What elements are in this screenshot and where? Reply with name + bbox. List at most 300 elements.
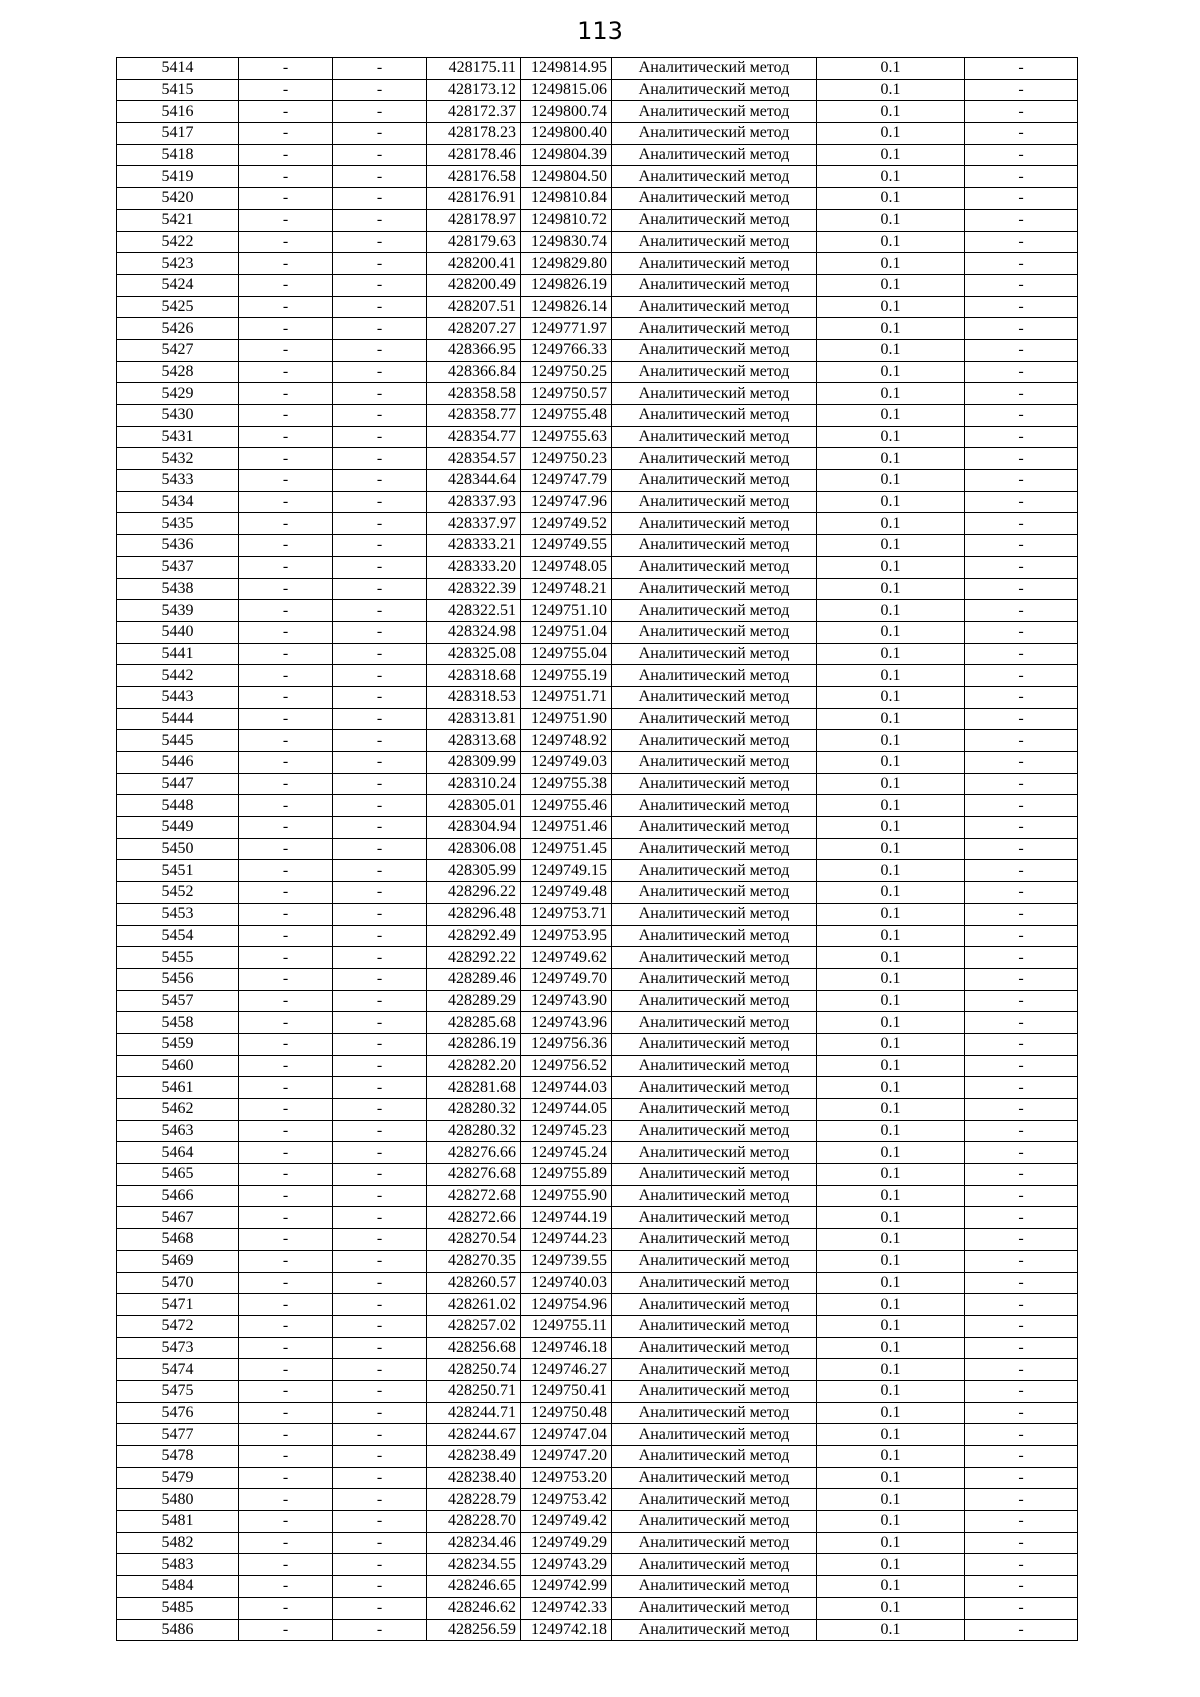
cell-point-number: 5452 [117, 882, 239, 904]
cell-accuracy: 0.1 [817, 925, 965, 947]
table-row [117, 817, 1078, 839]
cell-accuracy: 0.1 [817, 968, 965, 990]
cell-accuracy: 0.1 [817, 1120, 965, 1142]
cell-method: Аналитический метод [612, 1554, 817, 1576]
cell-col-b: - [239, 383, 333, 405]
cell-x-coordinate: 428281.68 [427, 1077, 521, 1099]
cell-x-coordinate: 428272.66 [427, 1207, 521, 1229]
cell-col-c: - [333, 1207, 427, 1229]
cell-accuracy: 0.1 [817, 491, 965, 513]
cell-col-b: - [239, 990, 333, 1012]
cell-col-b: - [239, 1120, 333, 1142]
cell-col-b: - [239, 1380, 333, 1402]
cell-method: Аналитический метод [612, 296, 817, 318]
cell-note: - [965, 665, 1078, 687]
cell-x-coordinate: 428313.81 [427, 708, 521, 730]
cell-point-number: 5428 [117, 361, 239, 383]
table-row [117, 101, 1078, 123]
cell-method: Аналитический метод [612, 253, 817, 275]
cell-point-number: 5485 [117, 1597, 239, 1619]
cell-y-coordinate: 1249804.50 [521, 166, 612, 188]
cell-point-number: 5454 [117, 925, 239, 947]
cell-y-coordinate: 1249750.41 [521, 1380, 612, 1402]
cell-method: Аналитический метод [612, 1012, 817, 1034]
cell-accuracy: 0.1 [817, 1055, 965, 1077]
cell-col-c: - [333, 1142, 427, 1164]
cell-note: - [965, 990, 1078, 1012]
cell-point-number: 5468 [117, 1229, 239, 1251]
cell-col-c: - [333, 621, 427, 643]
cell-x-coordinate: 428207.27 [427, 318, 521, 340]
cell-y-coordinate: 1249748.92 [521, 730, 612, 752]
cell-x-coordinate: 428309.99 [427, 752, 521, 774]
cell-note: - [965, 925, 1078, 947]
cell-x-coordinate: 428200.49 [427, 274, 521, 296]
cell-method: Аналитический метод [612, 144, 817, 166]
cell-col-c: - [333, 600, 427, 622]
table-row [117, 1315, 1078, 1337]
cell-x-coordinate: 428304.94 [427, 817, 521, 839]
cell-col-c: - [333, 1576, 427, 1598]
cell-x-coordinate: 428238.40 [427, 1467, 521, 1489]
cell-method: Аналитический метод [612, 773, 817, 795]
cell-point-number: 5420 [117, 188, 239, 210]
cell-note: - [965, 686, 1078, 708]
cell-method: Аналитический метод [612, 209, 817, 231]
cell-note: - [965, 1597, 1078, 1619]
cell-method: Аналитический метод [612, 1424, 817, 1446]
cell-col-c: - [333, 752, 427, 774]
cell-x-coordinate: 428178.46 [427, 144, 521, 166]
cell-note: - [965, 79, 1078, 101]
cell-x-coordinate: 428337.93 [427, 491, 521, 513]
table-row [117, 1532, 1078, 1554]
cell-col-b: - [239, 339, 333, 361]
cell-col-b: - [239, 838, 333, 860]
cell-y-coordinate: 1249745.23 [521, 1120, 612, 1142]
cell-x-coordinate: 428234.46 [427, 1532, 521, 1554]
cell-y-coordinate: 1249744.05 [521, 1099, 612, 1121]
cell-y-coordinate: 1249756.36 [521, 1033, 612, 1055]
cell-col-b: - [239, 578, 333, 600]
cell-col-c: - [333, 1467, 427, 1489]
table-row [117, 1033, 1078, 1055]
cell-method: Аналитический метод [612, 101, 817, 123]
cell-note: - [965, 1229, 1078, 1251]
table-row [117, 1164, 1078, 1186]
cell-accuracy: 0.1 [817, 448, 965, 470]
cell-method: Аналитический метод [612, 1576, 817, 1598]
cell-col-b: - [239, 1576, 333, 1598]
cell-note: - [965, 643, 1078, 665]
table-row [117, 665, 1078, 687]
cell-note: - [965, 1077, 1078, 1099]
cell-accuracy: 0.1 [817, 1446, 965, 1468]
cell-method: Аналитический метод [612, 578, 817, 600]
cell-y-coordinate: 1249751.04 [521, 621, 612, 643]
cell-col-b: - [239, 1619, 333, 1641]
cell-col-c: - [333, 1294, 427, 1316]
cell-note: - [965, 1142, 1078, 1164]
table-row [117, 1359, 1078, 1381]
cell-col-b: - [239, 1012, 333, 1034]
cell-y-coordinate: 1249755.04 [521, 643, 612, 665]
cell-col-b: - [239, 1099, 333, 1121]
cell-y-coordinate: 1249751.46 [521, 817, 612, 839]
cell-point-number: 5414 [117, 58, 239, 80]
cell-col-b: - [239, 643, 333, 665]
cell-col-b: - [239, 947, 333, 969]
cell-col-b: - [239, 253, 333, 275]
cell-method: Аналитический метод [612, 1467, 817, 1489]
cell-point-number: 5431 [117, 426, 239, 448]
cell-note: - [965, 209, 1078, 231]
cell-col-b: - [239, 470, 333, 492]
cell-y-coordinate: 1249745.24 [521, 1142, 612, 1164]
cell-method: Аналитический метод [612, 1055, 817, 1077]
cell-x-coordinate: 428296.22 [427, 882, 521, 904]
cell-col-c: - [333, 903, 427, 925]
cell-accuracy: 0.1 [817, 253, 965, 275]
cell-col-c: - [333, 643, 427, 665]
table-row [117, 209, 1078, 231]
cell-note: - [965, 730, 1078, 752]
cell-x-coordinate: 428358.77 [427, 405, 521, 427]
cell-note: - [965, 1164, 1078, 1186]
cell-y-coordinate: 1249751.45 [521, 838, 612, 860]
cell-accuracy: 0.1 [817, 838, 965, 860]
cell-col-c: - [333, 1446, 427, 1468]
cell-y-coordinate: 1249810.84 [521, 188, 612, 210]
cell-col-b: - [239, 860, 333, 882]
cell-x-coordinate: 428318.53 [427, 686, 521, 708]
cell-y-coordinate: 1249749.52 [521, 513, 612, 535]
cell-col-b: - [239, 665, 333, 687]
cell-point-number: 5443 [117, 686, 239, 708]
table-row [117, 1619, 1078, 1641]
cell-accuracy: 0.1 [817, 1185, 965, 1207]
cell-col-c: - [333, 1120, 427, 1142]
cell-note: - [965, 1380, 1078, 1402]
cell-accuracy: 0.1 [817, 1250, 965, 1272]
cell-col-c: - [333, 556, 427, 578]
cell-y-coordinate: 1249771.97 [521, 318, 612, 340]
cell-point-number: 5482 [117, 1532, 239, 1554]
cell-accuracy: 0.1 [817, 773, 965, 795]
cell-accuracy: 0.1 [817, 882, 965, 904]
cell-accuracy: 0.1 [817, 1402, 965, 1424]
cell-y-coordinate: 1249751.10 [521, 600, 612, 622]
cell-note: - [965, 1099, 1078, 1121]
cell-col-b: - [239, 1033, 333, 1055]
table-row [117, 1576, 1078, 1598]
cell-method: Аналитический метод [612, 166, 817, 188]
cell-accuracy: 0.1 [817, 166, 965, 188]
cell-accuracy: 0.1 [817, 556, 965, 578]
cell-accuracy: 0.1 [817, 990, 965, 1012]
cell-point-number: 5434 [117, 491, 239, 513]
cell-y-coordinate: 1249747.96 [521, 491, 612, 513]
cell-col-c: - [333, 1402, 427, 1424]
cell-accuracy: 0.1 [817, 665, 965, 687]
cell-y-coordinate: 1249756.52 [521, 1055, 612, 1077]
cell-col-c: - [333, 1359, 427, 1381]
cell-method: Аналитический метод [612, 1164, 817, 1186]
cell-y-coordinate: 1249748.05 [521, 556, 612, 578]
cell-x-coordinate: 428176.91 [427, 188, 521, 210]
cell-col-b: - [239, 274, 333, 296]
cell-x-coordinate: 428276.68 [427, 1164, 521, 1186]
cell-accuracy: 0.1 [817, 361, 965, 383]
cell-col-b: - [239, 621, 333, 643]
table-row [117, 578, 1078, 600]
cell-point-number: 5433 [117, 470, 239, 492]
cell-y-coordinate: 1249743.96 [521, 1012, 612, 1034]
table-row [117, 968, 1078, 990]
cell-method: Аналитический метод [612, 339, 817, 361]
cell-y-coordinate: 1249749.70 [521, 968, 612, 990]
cell-x-coordinate: 428238.49 [427, 1446, 521, 1468]
cell-y-coordinate: 1249747.04 [521, 1424, 612, 1446]
cell-y-coordinate: 1249753.42 [521, 1489, 612, 1511]
cell-y-coordinate: 1249740.03 [521, 1272, 612, 1294]
cell-note: - [965, 1489, 1078, 1511]
cell-note: - [965, 405, 1078, 427]
table-row [117, 491, 1078, 513]
cell-col-c: - [333, 795, 427, 817]
cell-col-b: - [239, 686, 333, 708]
cell-x-coordinate: 428244.71 [427, 1402, 521, 1424]
table-row [117, 1597, 1078, 1619]
cell-col-c: - [333, 860, 427, 882]
cell-accuracy: 0.1 [817, 426, 965, 448]
cell-note: - [965, 600, 1078, 622]
cell-note: - [965, 1511, 1078, 1533]
cell-x-coordinate: 428292.49 [427, 925, 521, 947]
cell-note: - [965, 470, 1078, 492]
cell-y-coordinate: 1249747.20 [521, 1446, 612, 1468]
cell-note: - [965, 144, 1078, 166]
table-row [117, 383, 1078, 405]
cell-col-b: - [239, 708, 333, 730]
cell-x-coordinate: 428228.70 [427, 1511, 521, 1533]
cell-note: - [965, 947, 1078, 969]
table-row [117, 274, 1078, 296]
cell-point-number: 5426 [117, 318, 239, 340]
cell-point-number: 5457 [117, 990, 239, 1012]
cell-point-number: 5448 [117, 795, 239, 817]
cell-col-c: - [333, 578, 427, 600]
cell-accuracy: 0.1 [817, 339, 965, 361]
cell-col-c: - [333, 79, 427, 101]
cell-note: - [965, 101, 1078, 123]
cell-y-coordinate: 1249810.72 [521, 209, 612, 231]
cell-x-coordinate: 428306.08 [427, 838, 521, 860]
cell-note: - [965, 708, 1078, 730]
cell-point-number: 5418 [117, 144, 239, 166]
cell-method: Аналитический метод [612, 1033, 817, 1055]
table-row [117, 470, 1078, 492]
cell-col-b: - [239, 1229, 333, 1251]
cell-y-coordinate: 1249749.03 [521, 752, 612, 774]
cell-x-coordinate: 428337.97 [427, 513, 521, 535]
cell-accuracy: 0.1 [817, 1359, 965, 1381]
cell-col-c: - [333, 665, 427, 687]
cell-method: Аналитический метод [612, 1120, 817, 1142]
cell-col-c: - [333, 1012, 427, 1034]
cell-method: Аналитический метод [612, 1380, 817, 1402]
cell-col-c: - [333, 1489, 427, 1511]
cell-note: - [965, 968, 1078, 990]
cell-col-c: - [333, 144, 427, 166]
cell-col-c: - [333, 1033, 427, 1055]
table-row [117, 361, 1078, 383]
cell-col-b: - [239, 318, 333, 340]
cell-col-b: - [239, 1489, 333, 1511]
cell-x-coordinate: 428280.32 [427, 1099, 521, 1121]
cell-y-coordinate: 1249755.46 [521, 795, 612, 817]
cell-accuracy: 0.1 [817, 79, 965, 101]
cell-col-b: - [239, 556, 333, 578]
cell-col-c: - [333, 1315, 427, 1337]
cell-x-coordinate: 428280.32 [427, 1120, 521, 1142]
cell-accuracy: 0.1 [817, 1142, 965, 1164]
cell-method: Аналитический метод [612, 708, 817, 730]
cell-accuracy: 0.1 [817, 621, 965, 643]
cell-x-coordinate: 428200.41 [427, 253, 521, 275]
cell-y-coordinate: 1249804.39 [521, 144, 612, 166]
cell-note: - [965, 318, 1078, 340]
cell-x-coordinate: 428289.46 [427, 968, 521, 990]
cell-method: Аналитический метод [612, 231, 817, 253]
cell-x-coordinate: 428261.02 [427, 1294, 521, 1316]
cell-accuracy: 0.1 [817, 405, 965, 427]
cell-y-coordinate: 1249755.89 [521, 1164, 612, 1186]
cell-accuracy: 0.1 [817, 231, 965, 253]
cell-accuracy: 0.1 [817, 1229, 965, 1251]
cell-point-number: 5484 [117, 1576, 239, 1598]
cell-col-c: - [333, 209, 427, 231]
cell-point-number: 5416 [117, 101, 239, 123]
cell-note: - [965, 1250, 1078, 1272]
cell-col-c: - [333, 1511, 427, 1533]
cell-col-b: - [239, 968, 333, 990]
cell-x-coordinate: 428176.58 [427, 166, 521, 188]
cell-y-coordinate: 1249750.25 [521, 361, 612, 383]
cell-accuracy: 0.1 [817, 383, 965, 405]
cell-method: Аналитический метод [612, 448, 817, 470]
cell-accuracy: 0.1 [817, 296, 965, 318]
cell-point-number: 5470 [117, 1272, 239, 1294]
cell-method: Аналитический метод [612, 1337, 817, 1359]
cell-note: - [965, 903, 1078, 925]
cell-accuracy: 0.1 [817, 513, 965, 535]
cell-note: - [965, 578, 1078, 600]
cell-col-b: - [239, 231, 333, 253]
table-row [117, 144, 1078, 166]
cell-method: Аналитический метод [612, 123, 817, 145]
table-row [117, 621, 1078, 643]
cell-col-c: - [333, 882, 427, 904]
cell-x-coordinate: 428207.51 [427, 296, 521, 318]
cell-accuracy: 0.1 [817, 209, 965, 231]
cell-col-b: - [239, 1142, 333, 1164]
cell-point-number: 5421 [117, 209, 239, 231]
table-row [117, 253, 1078, 275]
table-row [117, 448, 1078, 470]
cell-x-coordinate: 428322.39 [427, 578, 521, 600]
cell-point-number: 5462 [117, 1099, 239, 1121]
cell-col-b: - [239, 209, 333, 231]
cell-point-number: 5449 [117, 817, 239, 839]
cell-col-c: - [333, 166, 427, 188]
cell-col-b: - [239, 1250, 333, 1272]
cell-note: - [965, 1446, 1078, 1468]
cell-note: - [965, 860, 1078, 882]
cell-col-c: - [333, 1424, 427, 1446]
cell-col-b: - [239, 405, 333, 427]
table-row [117, 405, 1078, 427]
cell-accuracy: 0.1 [817, 470, 965, 492]
cell-x-coordinate: 428276.66 [427, 1142, 521, 1164]
cell-method: Аналитический метод [612, 621, 817, 643]
cell-x-coordinate: 428285.68 [427, 1012, 521, 1034]
cell-accuracy: 0.1 [817, 274, 965, 296]
cell-col-b: - [239, 448, 333, 470]
cell-point-number: 5461 [117, 1077, 239, 1099]
cell-note: - [965, 1619, 1078, 1641]
cell-col-c: - [333, 773, 427, 795]
table-row [117, 1511, 1078, 1533]
cell-point-number: 5442 [117, 665, 239, 687]
cell-x-coordinate: 428344.64 [427, 470, 521, 492]
cell-note: - [965, 1294, 1078, 1316]
cell-col-c: - [333, 990, 427, 1012]
cell-x-coordinate: 428173.12 [427, 79, 521, 101]
cell-point-number: 5473 [117, 1337, 239, 1359]
cell-method: Аналитический метод [612, 1511, 817, 1533]
cell-point-number: 5459 [117, 1033, 239, 1055]
cell-point-number: 5460 [117, 1055, 239, 1077]
cell-x-coordinate: 428354.77 [427, 426, 521, 448]
cell-method: Аналитический метод [612, 1359, 817, 1381]
cell-method: Аналитический метод [612, 361, 817, 383]
cell-col-c: - [333, 535, 427, 557]
cell-y-coordinate: 1249753.95 [521, 925, 612, 947]
cell-method: Аналитический метод [612, 1142, 817, 1164]
cell-accuracy: 0.1 [817, 1554, 965, 1576]
cell-accuracy: 0.1 [817, 1511, 965, 1533]
cell-col-c: - [333, 817, 427, 839]
cell-y-coordinate: 1249746.27 [521, 1359, 612, 1381]
cell-method: Аналитический метод [612, 1099, 817, 1121]
cell-y-coordinate: 1249739.55 [521, 1250, 612, 1272]
table-row [117, 79, 1078, 101]
cell-accuracy: 0.1 [817, 58, 965, 80]
cell-accuracy: 0.1 [817, 1576, 965, 1598]
cell-col-b: - [239, 925, 333, 947]
cell-x-coordinate: 428282.20 [427, 1055, 521, 1077]
cell-y-coordinate: 1249742.33 [521, 1597, 612, 1619]
cell-col-c: - [333, 1099, 427, 1121]
cell-accuracy: 0.1 [817, 860, 965, 882]
cell-accuracy: 0.1 [817, 123, 965, 145]
cell-col-c: - [333, 1185, 427, 1207]
cell-col-b: - [239, 1467, 333, 1489]
cell-x-coordinate: 428310.24 [427, 773, 521, 795]
cell-col-b: - [239, 1597, 333, 1619]
table-row [117, 730, 1078, 752]
